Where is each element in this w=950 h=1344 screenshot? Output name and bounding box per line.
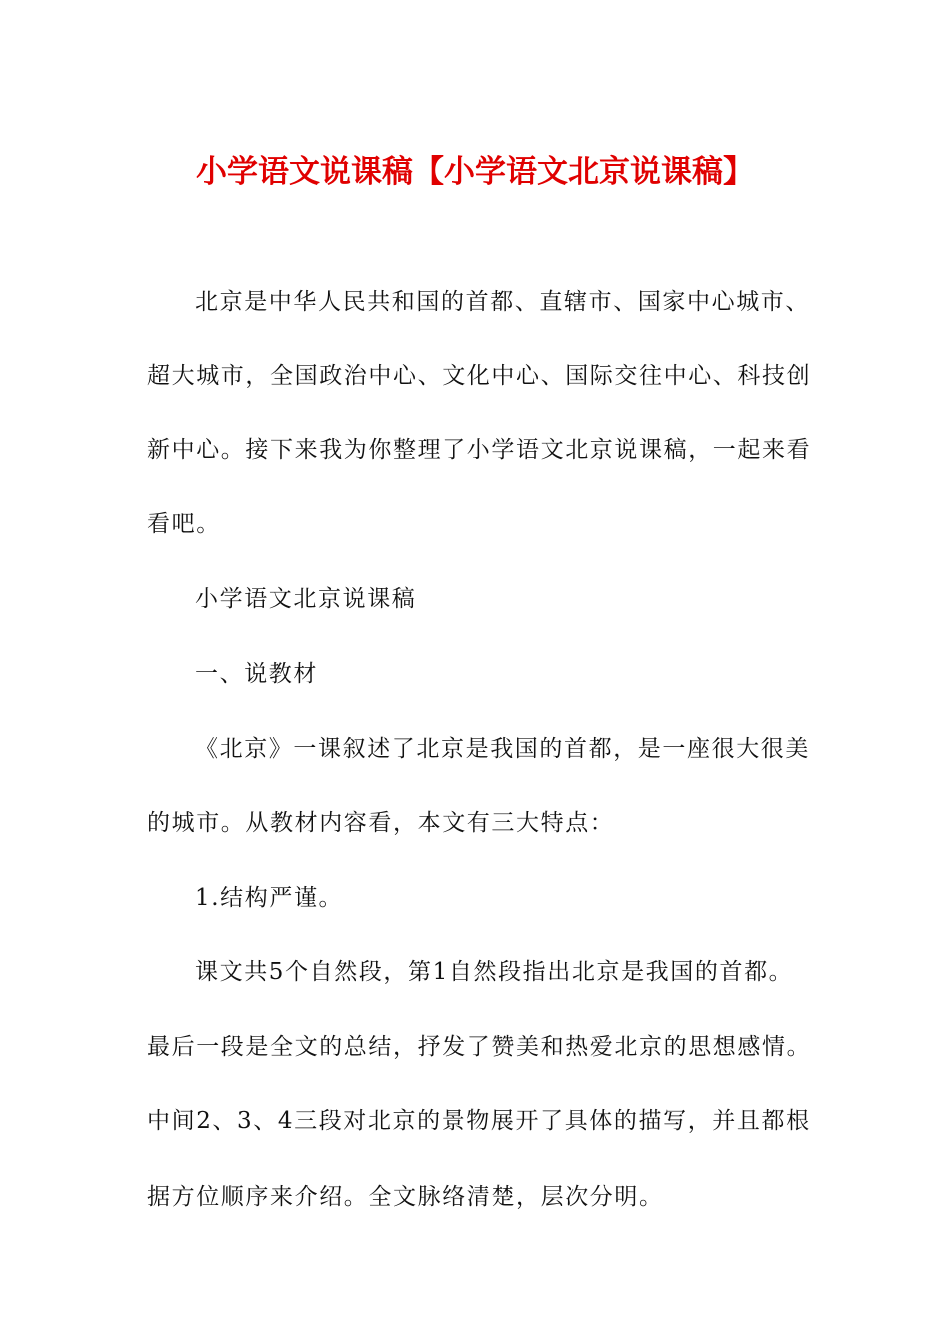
paragraph-line: 北京是中华人民共和国的首都、直辖市、国家中心城市、 (195, 289, 810, 315)
paragraph-line: 课文共5个自然段，第1自然段指出北京是我国的首都。 (195, 959, 794, 985)
paragraph-line: 中间2、3、4三段对北京的景物展开了具体的描写，并且都根 (147, 1108, 811, 1134)
document-title: 小学语文说课稿【小学语文北京说课稿】 (196, 154, 754, 190)
list-item-heading: 1.结构严谨。 (195, 885, 344, 911)
section-heading: 小学语文北京说课稿 (195, 586, 417, 612)
paragraph-line: 超大城市，全国政治中心、文化中心、国际交往中心、科技创 (147, 363, 812, 389)
paragraph-line: 最后一段是全文的总结，抒发了赞美和热爱北京的思想感情。 (147, 1034, 812, 1060)
paragraph-line: 《北京》一课叙述了北京是我国的首都，是一座很大很美 (195, 736, 810, 762)
paragraph-line: 看吧。 (147, 511, 221, 537)
section-heading: 一、说教材 (195, 661, 318, 687)
paragraph-line: 的城市。从教材内容看，本文有三大特点： (147, 810, 615, 836)
paragraph-line: 据方位顺序来介绍。全文脉络清楚，层次分明。 (147, 1184, 664, 1210)
paragraph-line: 新中心。接下来我为你整理了小学语文北京说课稿，一起来看 (147, 437, 812, 463)
